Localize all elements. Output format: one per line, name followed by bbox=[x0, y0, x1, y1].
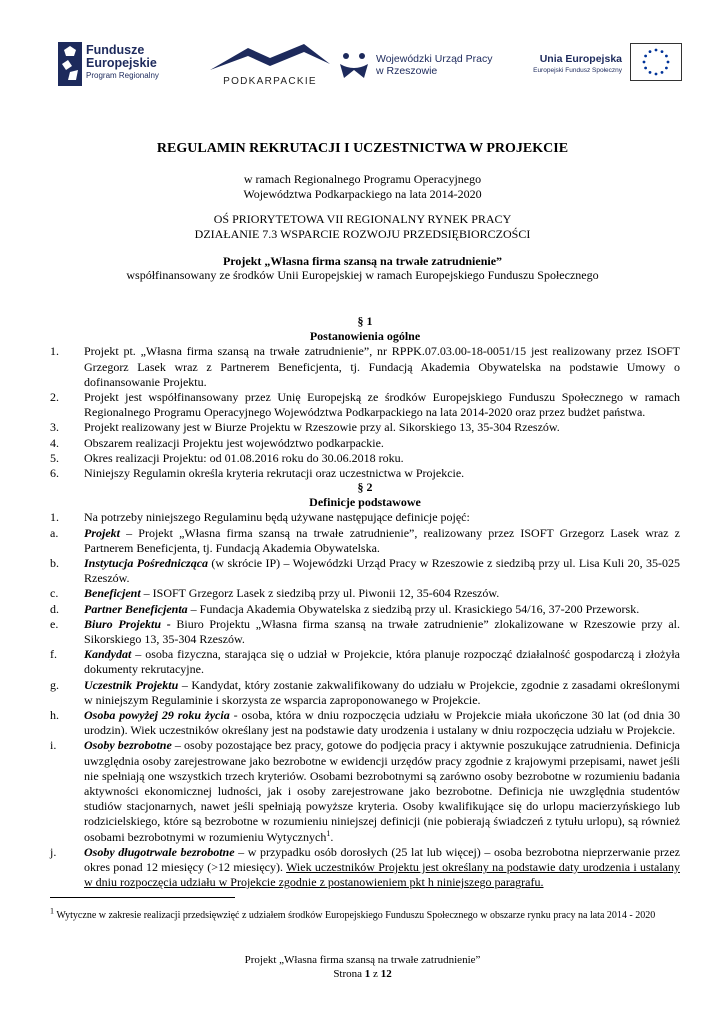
definition-text: – osoba fizyczna, starająca się o udział w Projekcie, która planuje rozpocząć działalność gospodarczą i złożyła dokumenty rekrutacyjne. bbox=[84, 647, 680, 677]
definition-term: Osoby długotrwale bezrobotne bbox=[84, 844, 235, 859]
list-marker: 5. bbox=[50, 450, 59, 465]
definition-text: – osoby pozostające bez pracy, gotowe do podjęcia pracy i aktywnie poszukujące zatrudnienia. Definicja uwzględnia osoby zarejestrowane jako bezrobotne w ewidencji urzędów pracy zgodnie z krajowymi przepisami, nawet jeśli nie spełniają one wszystkich trzech kryteriów. Osobami bezrobotnymi są zarówno osoby bezrobotne w rozumieniu badania aktywności ekonomicznej ludności, jak i osoby zarejestrowane jako bezrobotne. Definicja nie uwzględnia studentów studiów stacjonarnych, nawet jeśli spełniają powyższe kryteria. Osoby kwalifikujące się do urlopu macierzyńskiego lub rodzicielskiego, które są bezrobotne w rozumieniu niniejszej definicji (nie pobierają świadczeń z tytułu urlopu), są również osobami bezrobotnymi w rozumieniu Wytycznych bbox=[84, 738, 680, 844]
definition-item bbox=[50, 708, 680, 738]
definition-term: Osoba powyżej 29 roku życia bbox=[84, 708, 230, 723]
list-marker: a. bbox=[50, 525, 59, 540]
definition-item bbox=[50, 586, 680, 601]
footnote bbox=[50, 906, 680, 922]
definition-term: Instytucja Pośrednicząca bbox=[84, 556, 209, 571]
definition-term: Osoby bezrobotne bbox=[84, 738, 172, 753]
list-item bbox=[50, 390, 680, 420]
section-2-number: § 2 bbox=[357, 480, 373, 494]
list-item-text: Projekt jest współfinansowany przez Unię Europejską ze środków Europejskiego Funduszu Społecznego w ramach Regionalnego Programu Operacyjnego Województwa Podkarpackiego na lata 2014-2020 oraz przez budżet państwa. bbox=[84, 390, 680, 420]
definition-term: Uczestnik Projektu bbox=[84, 677, 179, 692]
definition-text: – ISOFT Grzegorz Lasek z siedzibą przy ul. Piwonii 12, 35-604 Rzeszów. bbox=[140, 586, 500, 601]
list-marker: 4. bbox=[50, 435, 59, 450]
underlined-note: Wiek uczestników Projektu jest określany na podstawie daty urodzenia i ustalany w dniu rozpoczęcia udziału w Projekcie zgodnie z postanowieniem pkt h niniejszego paragrafu. bbox=[84, 860, 680, 890]
definition-text: – w przypadku osób dorosłych (25 lat lub więcej) – osoba bezrobotna nieprzerwanie przez okres ponad 12 miesięcy (>12 miesięcy). bbox=[84, 844, 680, 875]
logo-bar bbox=[50, 38, 680, 96]
wup-logo bbox=[336, 38, 506, 96]
list-item bbox=[50, 420, 680, 435]
list-marker: c. bbox=[50, 586, 59, 601]
eu-logo bbox=[512, 38, 682, 96]
list-marker: g. bbox=[50, 677, 59, 692]
project-name: Projekt „Własna firma szansą na trwałe zatrudnienie” bbox=[222, 254, 503, 268]
list-item bbox=[50, 344, 680, 390]
footnote-marker: 1 bbox=[50, 906, 54, 916]
list-marker: 1. bbox=[50, 344, 59, 359]
list-item bbox=[50, 451, 680, 466]
list-marker: 1. bbox=[50, 510, 59, 525]
definition-text: – Projekt „Własna firma szansą na trwałe zatrudnienie”, realizowany przez ISOFT Grzegorz Lasek wraz z Partnerem Beneficjenta, tj. Fundacją Akademia Obywatelska. bbox=[84, 525, 680, 555]
program-regionalny-label: Program Regionalny bbox=[86, 71, 159, 80]
definition-term: Projekt bbox=[84, 525, 120, 540]
list-item-text: Projekt realizowany jest w Biurze Projektu w Rzeszowie przy al. Sikorskiego 13, 35-304 Rzeszów. bbox=[84, 420, 560, 435]
section-1 bbox=[50, 314, 680, 481]
section-2-heading: Definicje podstawowe bbox=[309, 495, 421, 510]
eu-label: Unia Europejska bbox=[539, 53, 622, 65]
efs-label: Europejski Fundusz Społeczny bbox=[533, 67, 622, 74]
definition-text: - osoba, która w dniu rozpoczęcia udziału w Projekcie miała ukończone 30 lat (od dnia 30 urodzin). Wiek uczestników określany jest na podstawie daty urodzenia i ustalany w dniu rozpoczęcia udziału w Projekcie. bbox=[84, 708, 680, 738]
definition-text: Biuro Projektu „Własna firma szansą na trwałe zatrudnienie” zlokalizowane w Rzeszowie przy al. Sikorskiego 13, 35-304 Rzeszów. bbox=[84, 616, 680, 647]
cofinancing-note: współfinansowany ze środków Unii Europejskiej w ramach Europejskiego Funduszu Społecznego bbox=[126, 268, 599, 282]
page-separator: z bbox=[370, 968, 381, 980]
list-marker: j. bbox=[50, 844, 57, 859]
list-item bbox=[50, 510, 680, 525]
page-prefix: Strona bbox=[333, 968, 365, 980]
definition-item bbox=[50, 678, 680, 708]
definition-text: – Kandydat, który zostanie zakwalifikowany do udziału w Projekcie, zgodnie z zasadami określonymi w niniejszym Regulaminie i skorzysta ze wsparcia zaproponowanego w Projekcie. bbox=[84, 677, 680, 707]
footnote-separator bbox=[50, 897, 235, 898]
podkarpackie-label: PODKARPACKIE bbox=[223, 76, 317, 87]
definition-text: (w skrócie IP) – Wojewódzki Urząd Pracy w Rzeszowie z siedzibą przy ul. Lisa Kuli 20, 35-025 Rzeszów. bbox=[84, 556, 681, 586]
program-line-2: Województwa Podkarpackiego na lata 2014-2020 bbox=[243, 187, 482, 201]
footnote-reference[interactable]: 1 bbox=[326, 828, 331, 838]
document-title: REGULAMIN REKRUTACJI I UCZESTNICTWA W PROJEKCIE bbox=[156, 141, 569, 156]
fundusze-europejskie-logo bbox=[58, 38, 188, 96]
definition-item bbox=[50, 602, 680, 617]
list-marker: e. bbox=[50, 616, 59, 631]
definition-term: Beneficjent bbox=[84, 586, 141, 601]
wup-name-line1: Wojewódzki Urząd Pracy bbox=[376, 53, 493, 65]
definition-item bbox=[50, 526, 680, 556]
list-marker: h. bbox=[50, 708, 59, 723]
podkarpackie-mountains-icon bbox=[208, 42, 332, 74]
podkarpackie-logo bbox=[200, 38, 340, 96]
definition-item bbox=[50, 845, 680, 891]
footnote-text: Wytyczne w zakresie realizacji przedsięwzięć z udziałem środków Europejskiego Funduszu Społecznego w obszarze rynku pracy na lata 2014 - 2020 bbox=[54, 910, 656, 921]
list-marker: 6. bbox=[50, 466, 59, 481]
priority-axis: OŚ PRIORYTETOWA VII REGIONALNY RYNEK PRACY bbox=[213, 212, 512, 226]
definition-item bbox=[50, 617, 680, 647]
fundusze-europejskie-icon bbox=[58, 42, 82, 86]
list-item bbox=[50, 466, 680, 481]
list-item bbox=[50, 436, 680, 451]
list-marker: i. bbox=[50, 738, 57, 753]
list-item-text: Na potrzeby niniejszego Regulaminu będą używane następujące definicje pojęć: bbox=[84, 510, 470, 525]
wup-emblem-icon bbox=[336, 48, 372, 84]
list-marker: f. bbox=[50, 647, 57, 662]
total-pages: 12 bbox=[380, 968, 392, 980]
section-2 bbox=[50, 480, 680, 890]
definition-term: Partner Beneficjenta bbox=[84, 601, 188, 616]
fundusze-label: Fundusze bbox=[86, 43, 145, 57]
section-1-heading: Postanowienia ogólne bbox=[309, 329, 421, 344]
section-1-number: § 1 bbox=[357, 314, 373, 328]
list-item-text: Projekt pt. „Własna firma szansą na trwałe zatrudnienie”, nr RPPK.07.03.00-18-0051/15 jest realizowany przez ISOFT Grzegorz Lasek wraz z Partnerem Beneficjenta, tj. Fundacją Akademia Obywatelska na podstawie Umowy o dofinansowanie Projektu. bbox=[84, 344, 680, 389]
definition-tail: . bbox=[330, 829, 334, 844]
definition-text: – Fundacja Akademia Obywatelska z siedzibą przy ul. Krasickiego 54/16, 37-200 Przeworsk. bbox=[187, 601, 640, 616]
current-page: 1 bbox=[364, 968, 371, 980]
page-number bbox=[0, 967, 725, 981]
definition-item bbox=[50, 647, 680, 677]
measure: DZIAŁANIE 7.3 WSPARCIE ROZWOJU PRZEDSIĘBIORCZOŚCI bbox=[194, 227, 531, 241]
definition-item bbox=[50, 738, 680, 844]
list-marker: b. bbox=[50, 556, 59, 571]
footer-project-name: Projekt „Własna firma szansą na trwałe zatrudnienie” bbox=[244, 954, 481, 966]
eu-flag-icon bbox=[630, 43, 682, 81]
program-line-1: w ramach Regionalnego Programu Operacyjnego bbox=[243, 172, 482, 186]
europejskie-label: Europejskie bbox=[86, 56, 157, 70]
definition-term: Kandydat bbox=[84, 647, 132, 662]
list-item-text: Niniejszy Regulamin określa kryteria rekrutacji oraz uczestnictwa w Projekcie. bbox=[84, 466, 465, 481]
list-item-text: Obszarem realizacji Projektu jest województwo podkarpackie. bbox=[84, 435, 384, 450]
wup-name-line2: w Rzeszowie bbox=[376, 65, 438, 77]
list-marker: d. bbox=[50, 601, 59, 616]
list-item-text: Okres realizacji Projektu: od 01.08.2016 roku do 30.06.2018 roku. bbox=[84, 450, 404, 465]
definition-item bbox=[50, 556, 680, 586]
list-marker: 2. bbox=[50, 390, 59, 405]
definition-term: Biuro Projektu - bbox=[84, 616, 171, 631]
page-footer bbox=[0, 953, 725, 981]
list-marker: 3. bbox=[50, 420, 59, 435]
